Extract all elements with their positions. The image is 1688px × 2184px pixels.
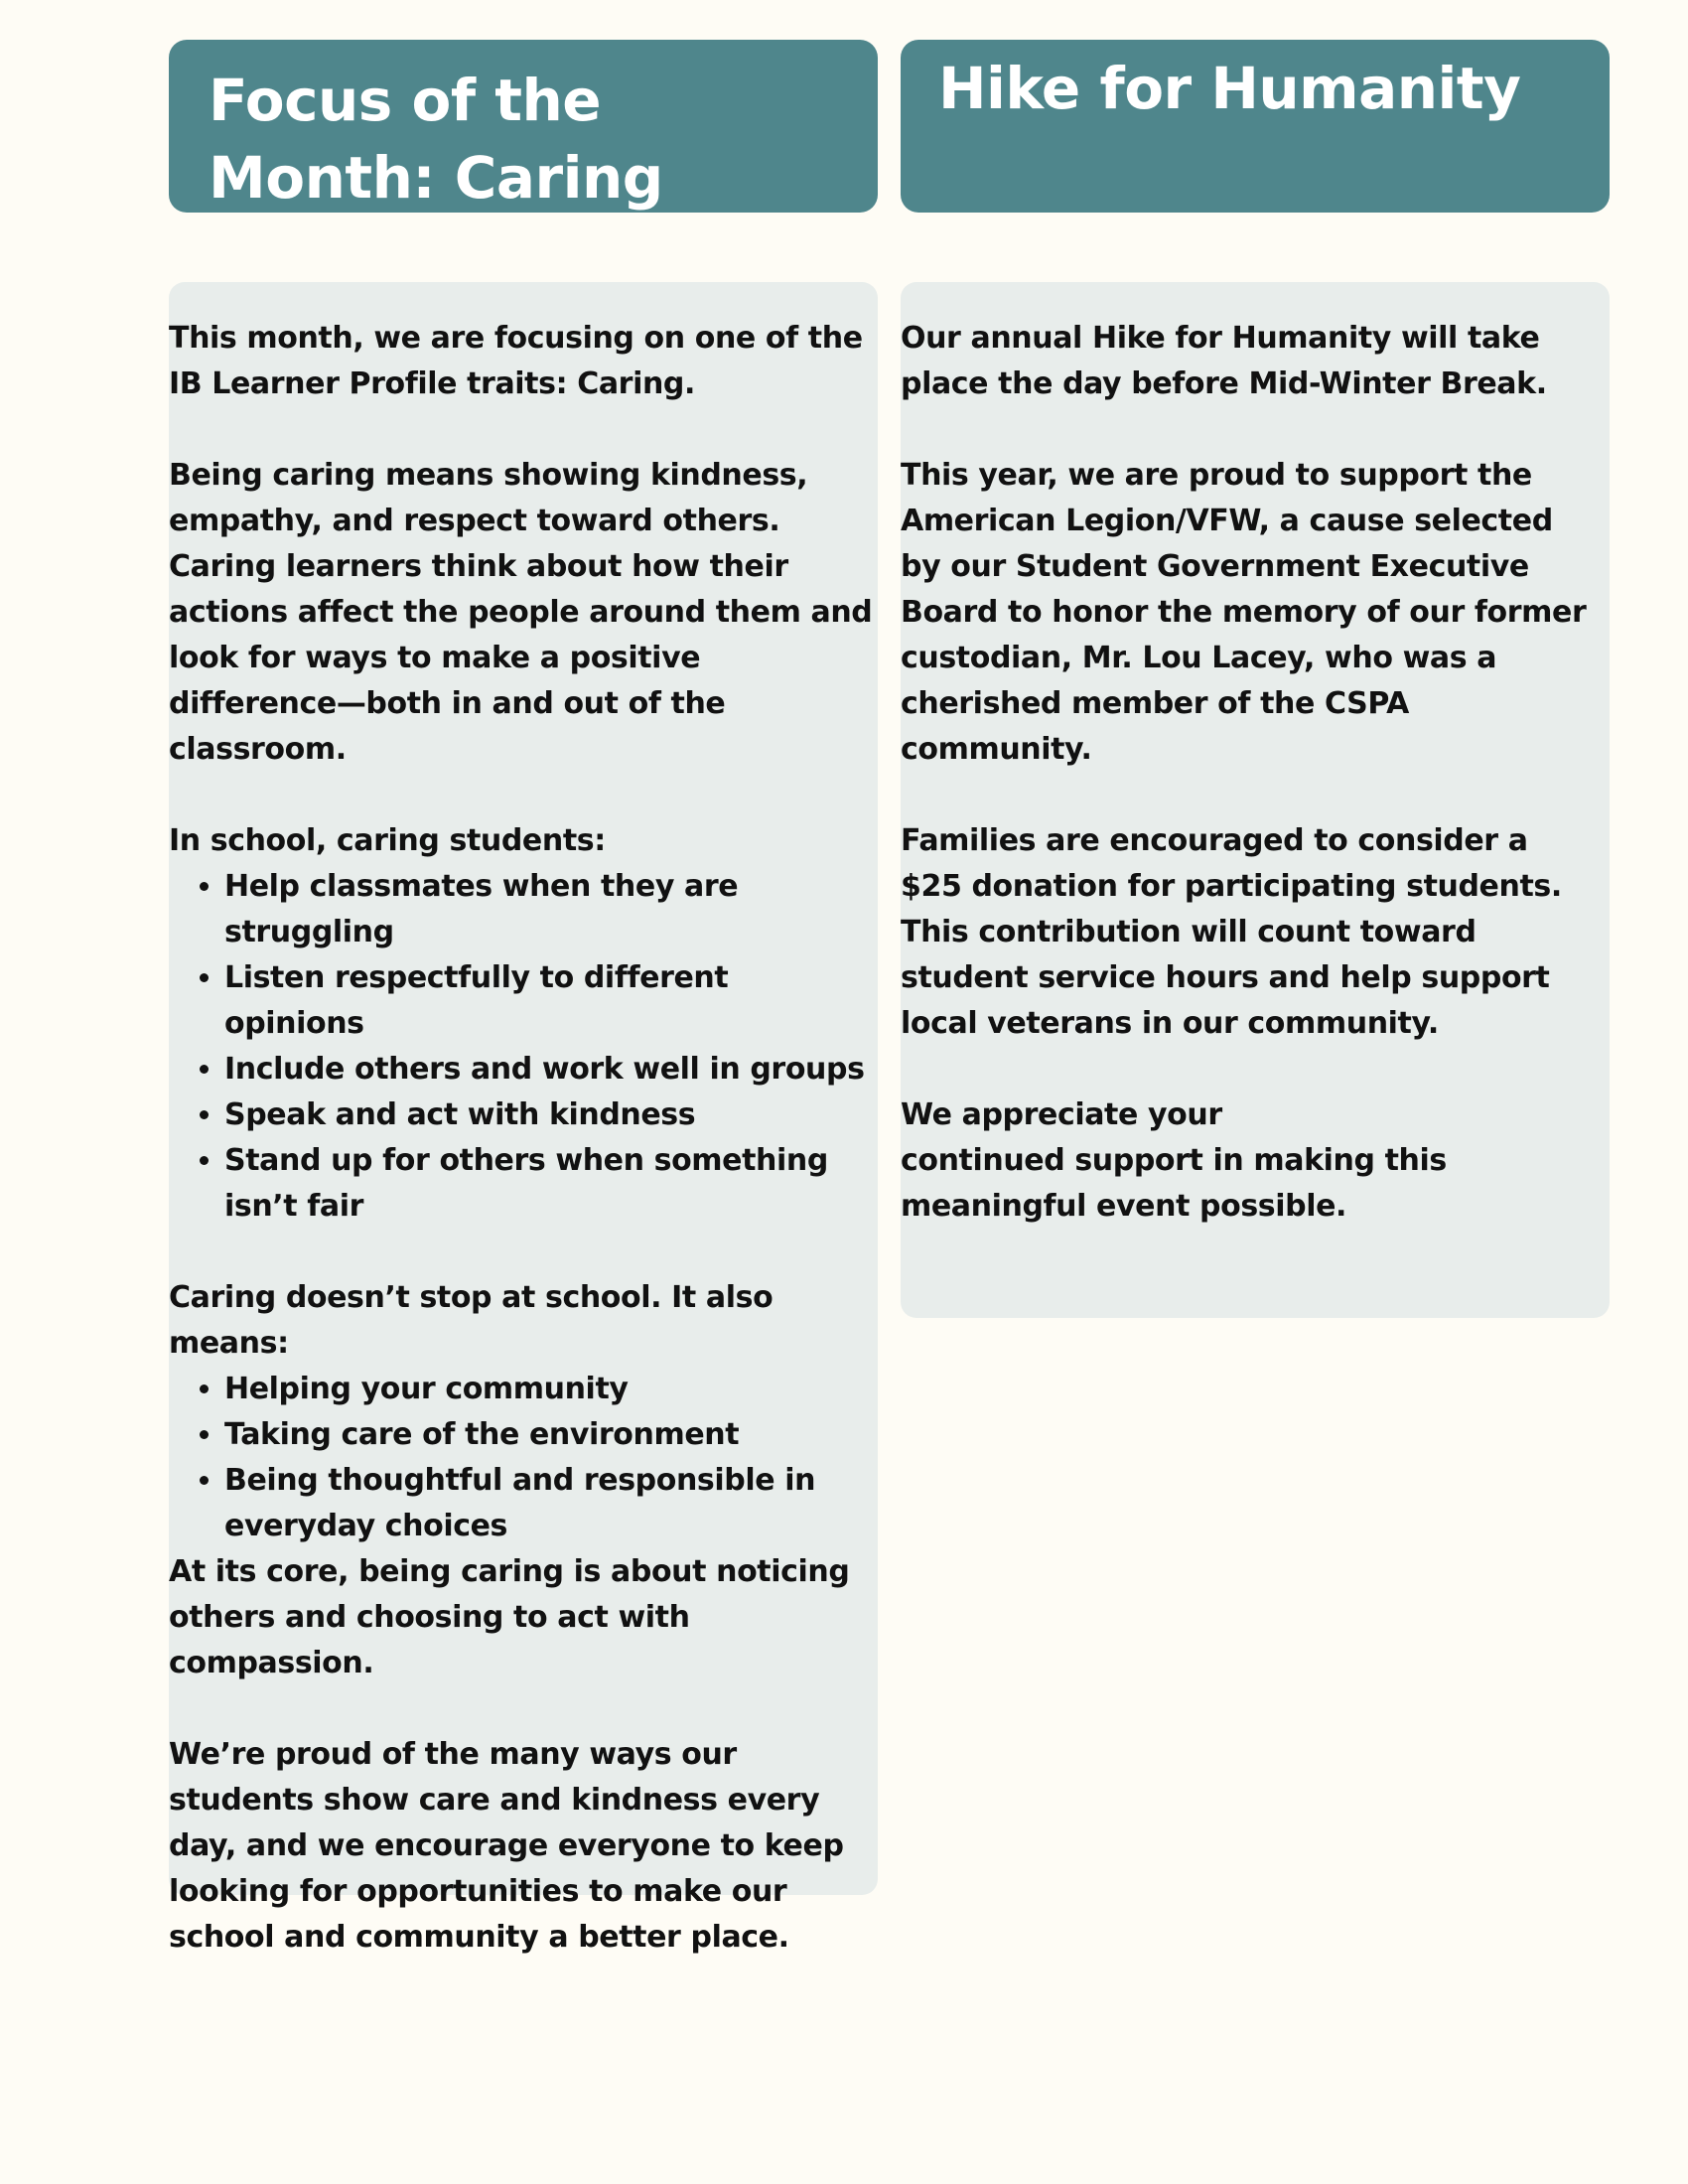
school-list [169,864,874,1230]
school-heading: In school, caring students: [169,823,606,858]
hike-support: This year, we are proud to support the American Legion/VFW, a cause selected by our Student Government Executive Board to honor the memory of our former custodian, Mr. Lou Lacey, who was a cherished member of the CSPA community. [901,458,1587,767]
hike-thanks: We appreciate your continued support in making this meaningful event possible. [901,1097,1447,1224]
focus-header [169,40,878,213]
list-item: • Helping your community [224,1367,874,1412]
hike-intro: Our annual Hike for Humanity will take place the day before Mid-Winter Break. [901,321,1547,401]
list-item: • Speak and act with kindness [224,1092,874,1138]
focus-closing: We’re proud of the many ways our students show care and kindness every day, and we encourage everyone to keep looking for opportunities to make our school and community a better place. [169,1737,844,1955]
list-item: • Listen respectfully to different opinions [224,955,874,1047]
list-item: • Stand up for others when something isn’t fair [224,1138,874,1230]
list-item: • Being thoughtful and responsible in everyday choices [224,1458,874,1549]
beyond-heading: Caring doesn’t stop at school. It also means: [169,1280,774,1361]
focus-definition: Being caring means showing kindness, empathy, and respect toward others. Caring learners think about how their actions affect the people around them and look for ways to make a positive difference—both in and out of the classroom. [169,458,873,767]
list-item: • Taking care of the environment [224,1412,874,1458]
hike-donation: Families are encouraged to consider a $25 donation for participating students. This contribution will count toward student service hours and help support local veterans in our community. [901,823,1562,1041]
focus-card [169,282,878,1955]
list-item: • Include others and work well in groups [224,1047,874,1092]
focus-intro: This month, we are focusing on one of the IB Learner Profile traits: Caring. [169,321,863,401]
hike-card [901,282,1610,1318]
beyond-list [169,1367,874,1549]
focus-title: Focus of the Month: Caring [209,67,663,212]
hike-title: Hike for Humanity [938,55,1521,122]
focus-core: At its core, being caring is about noticing others and choosing to act with compassion. [169,1554,850,1680]
hike-header [901,40,1610,213]
list-item: • Help classmates when they are struggling [224,864,874,955]
